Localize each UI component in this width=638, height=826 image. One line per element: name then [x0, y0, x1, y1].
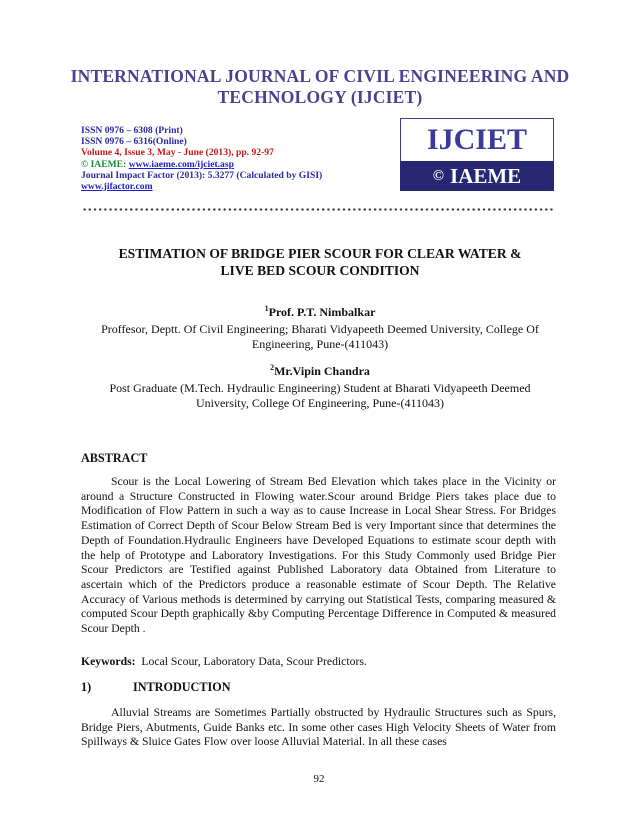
author1-name: Prof. P.T. Nimbalkar [268, 305, 376, 319]
iaeme-prefix: © IAEME: [81, 158, 129, 170]
paper-title [80, 245, 560, 279]
author1 [80, 304, 560, 320]
author2-name: Mr.Vipin Chandra [274, 364, 370, 378]
page-number: 92 [313, 773, 325, 785]
iaeme-logo-text: IAEME [450, 163, 522, 188]
iaeme-link[interactable]: www.iaeme.com/ijciet.asp [128, 158, 234, 170]
journal-title [60, 66, 580, 108]
copyright-icon: © [432, 167, 445, 184]
author2-sup: 2 [270, 363, 275, 372]
keywords [81, 655, 367, 668]
paper-title-line1: ESTIMATION OF BRIDGE PIER SCOUR FOR CLEAR WATER & [118, 246, 522, 261]
jifactor-link[interactable]: www.jifactor.com [81, 181, 153, 193]
volume-info: Volume 4, Issue 3, May - June (2013), pp. 92-97 [81, 147, 274, 159]
journal-title-line2: TECHNOLOGY (IJCIET) [217, 87, 423, 107]
keywords-text: Local Scour, Laboratory Data, Scour Predictors. [135, 655, 367, 668]
issn-online: ISSN 0976 – 6316(Online) [81, 136, 187, 148]
keywords-label: Keywords: [81, 655, 136, 668]
iaeme-logo [400, 161, 554, 191]
author1-affil-line1: Proffesor, Deptt. Of Civil Engineering; Bharati Vidyapeeth Deemed University, College Of [101, 322, 539, 336]
issn-print: ISSN 0976 – 6308 (Print) [81, 125, 183, 136]
abstract-text: Scour is the Local Lowering of Stream Bed Elevation which takes place in the Vicinity or around a Structure Constructed in Flowing water.Scour around Bridge Piers takes place due to Modification of Flow Pattern in such a way as to cause Increase in Local Shear Stress. For Bridges Estimation of Correct Depth of Scour Below Stream Bed is very Important since that determines the Depth of Foundation.Hydraulic Engineers have Developed Equations to estimate scour depth with the help of Prototype and Laboratory Investigations. For this Study Commonly used Bridge Pier Scour Predictors are Testified against Published Laboratory data Obtained from Literature to ascertain which of the Predictors produce a reasonable estimate of Scour Depth. The Relative Accuracy of Various methods is determined by carrying out Statistical Tests, comparing measured & computed Scour Depth graphically &by Computing Percentage Difference in Computed & measured Scour Depth . [81, 475, 556, 636]
author2-affiliation [85, 381, 555, 411]
paper-title-line2: LIVE BED SCOUR CONDITION [220, 263, 420, 278]
author2-affil-line2: University, College Of Engineering, Pune-(411043) [195, 396, 445, 410]
ijciet-logo: IJCIET [400, 118, 554, 162]
author2 [80, 363, 560, 379]
journal-title-line1: INTERNATIONAL JOURNAL OF CIVIL ENGINEERING AND [70, 66, 570, 86]
author1-affil-line2: Engineering, Pune-(411043) [251, 337, 389, 351]
author1-affiliation [85, 322, 555, 352]
iaeme-line [81, 159, 401, 170]
author2-affil-line1: Post Graduate (M.Tech. Hydraulic Engineering) Student at Bharati Vidyapeeth Deemed [109, 381, 531, 395]
impact-factor: Journal Impact Factor (2013): 5.3277 (Calculated by GISI) [81, 169, 323, 181]
abstract-heading: ABSTRACT [81, 451, 148, 465]
dotted-divider [82, 208, 555, 211]
intro-text: Alluvial Streams are Sometimes Partially obstructed by Hydraulic Structures such as Spurs, Bridge Piers, Abutments, Guide Banks etc. In some other cases High Velocity Sheets of Water from Spillways & Sluice Gates Flow over loose Alluvial Material. In all these cases [81, 706, 556, 749]
intro-number: 1) [81, 680, 92, 694]
journal-meta [81, 125, 401, 192]
intro-heading: INTRODUCTION [133, 680, 231, 694]
author1-sup: 1 [264, 304, 269, 313]
